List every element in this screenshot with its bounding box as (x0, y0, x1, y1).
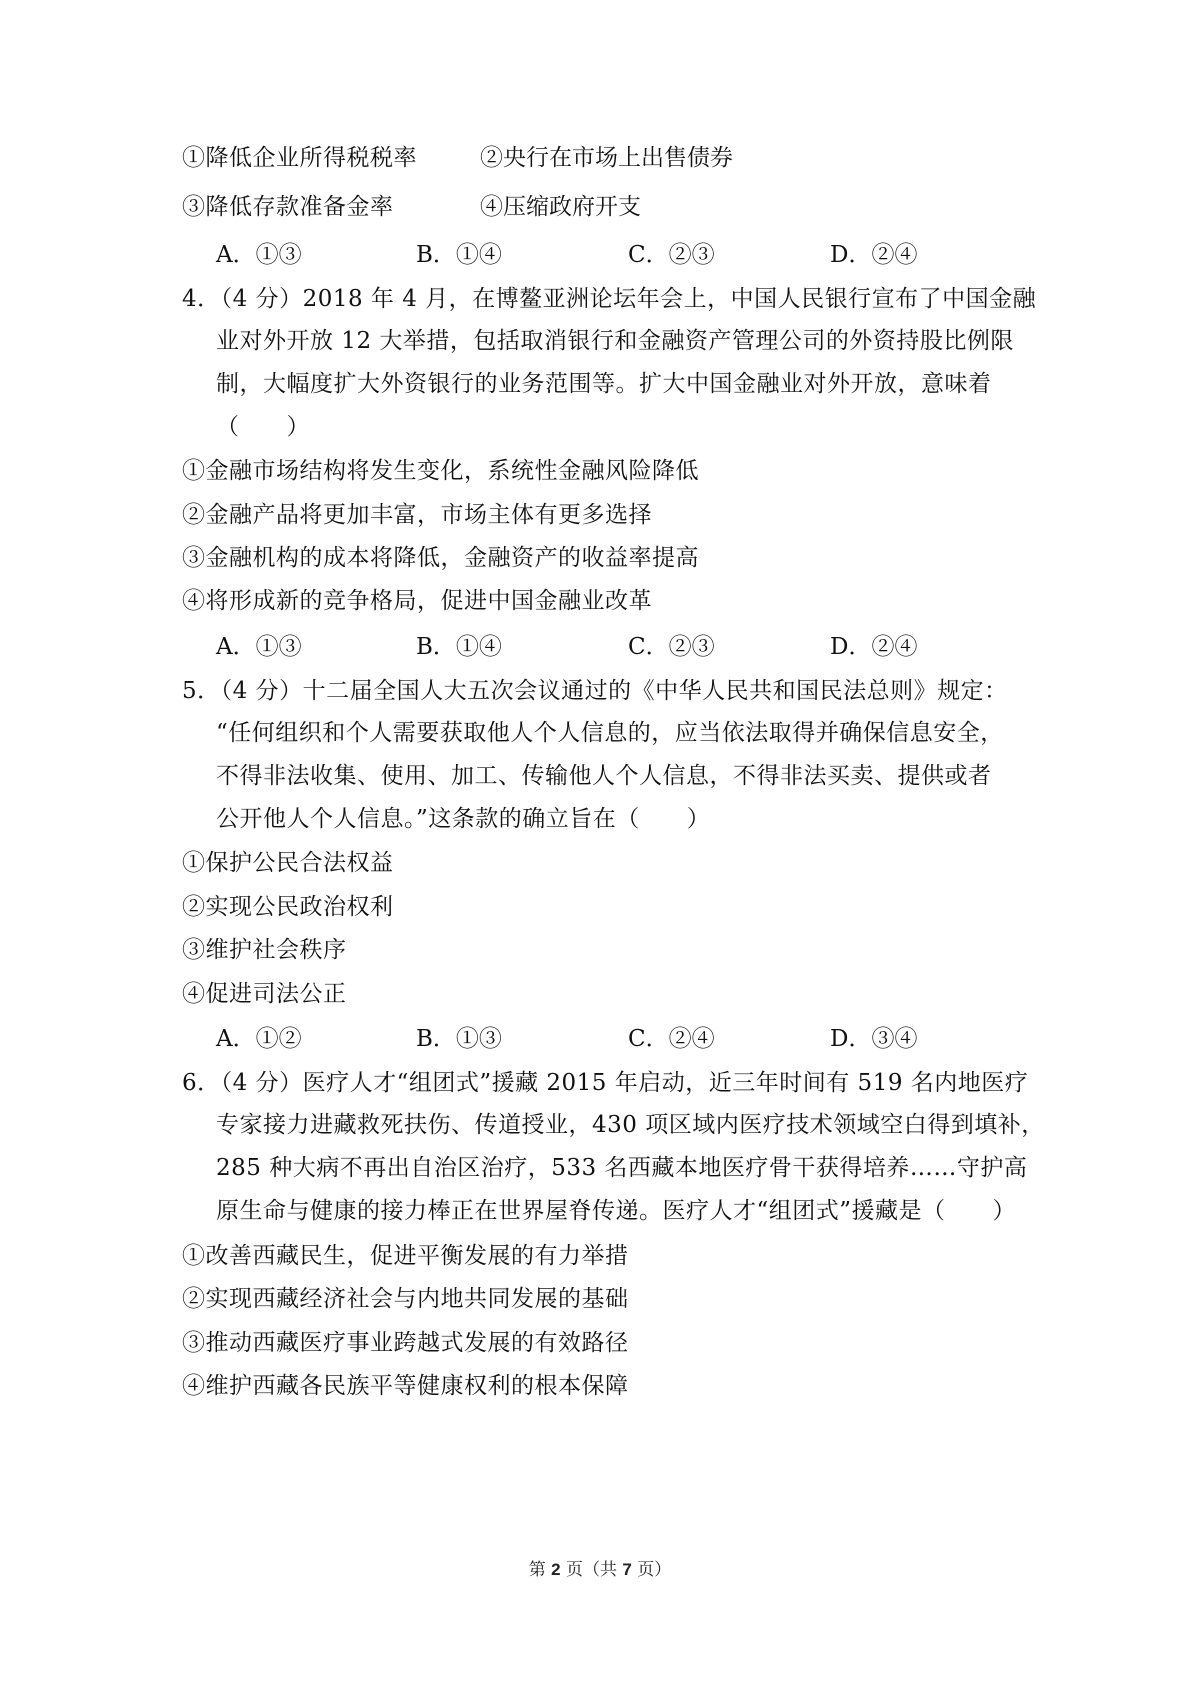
q5-item-3: ③维护社会秩序 (182, 937, 347, 963)
footer-page-number: 2 (551, 1560, 561, 1579)
q5-choice-a[interactable]: A．①② (216, 1026, 302, 1052)
page-footer (0, 1558, 1200, 1582)
q3-option-1: ①降低企业所得税税率 (182, 145, 417, 171)
q6-stem-line-4: 原生命与健康的接力棒正在世界屋脊传递。医疗人才“组团式”援藏是（ ） (216, 1198, 1017, 1224)
q4-stem-line-3: 制，大幅度扩大外资银行的业务范围等。扩大中国金融业对外开放，意味着 (216, 371, 992, 397)
q4-answer-blank: （ ） (216, 414, 310, 440)
q4-item-4: ④将形成新的竞争格局，促进中国金融业改革 (182, 588, 652, 614)
q6-stem-line-3: 285 种大病不再出自治区治疗，533 名西藏本地医疗骨干获得培养……守护高 (216, 1155, 1028, 1181)
q5-choice-c[interactable]: C．②④ (628, 1026, 715, 1052)
q6-item-4: ④维护西藏各民族平等健康权利的根本保障 (182, 1373, 629, 1399)
q5-item-1: ①保护公民合法权益 (182, 850, 394, 876)
q4-choice-c[interactable]: C．②③ (628, 634, 715, 660)
q4-choice-a[interactable]: A．①③ (216, 634, 302, 660)
q6-item-2: ②实现西藏经济社会与内地共同发展的基础 (182, 1286, 629, 1312)
q3-option-3: ③降低存款准备金率 (182, 194, 394, 220)
q6-item-1: ①改善西藏民生，促进平衡发展的有力举措 (182, 1243, 629, 1269)
q3-choice-b[interactable]: B．①④ (416, 242, 502, 268)
q4-stem-line-1: 4．（4 分）2018 年 4 月，在博鳌亚洲论坛年会上，中国人民银行宣布了中国金融 (182, 286, 1037, 312)
q3-option-4: ④压缩政府开支 (480, 194, 641, 220)
q5-choice-b[interactable]: B．①③ (416, 1026, 502, 1052)
q4-choice-d[interactable]: D．②④ (830, 634, 918, 660)
footer-total-pages: 7 (622, 1560, 632, 1579)
q5-item-2: ②实现公民政治权利 (182, 894, 394, 920)
q5-item-4: ④促进司法公正 (182, 981, 347, 1007)
q5-stem-line-1: 5．（4 分）十二届全国人大五次会议通过的《中华人民共和国民法总则》规定： (182, 678, 1008, 704)
q3-option-2: ②央行在市场上出售债券 (480, 145, 733, 171)
q5-stem-line-4: 公开他人个人信息。”这条款的确立旨在（ ） (216, 806, 711, 832)
footer-middle: 页（共 (566, 1560, 617, 1580)
q6-stem-line-2: 专家接力进藏救死扶伤、传道授业，430 项区域内医疗技术领域空白得到填补， (216, 1112, 1045, 1138)
q3-choice-c[interactable]: C．②③ (628, 242, 715, 268)
q3-choice-d[interactable]: D．②④ (830, 242, 918, 268)
q4-item-2: ②金融产品将更加丰富，市场主体有更多选择 (182, 502, 652, 528)
q4-item-3: ③金融机构的成本将降低，金融资产的收益率提高 (182, 545, 699, 571)
q4-stem-line-2: 业对外开放 12 大举措，包括取消银行和金融资产管理公司的外资持股比例限 (216, 328, 1014, 354)
q5-choice-d[interactable]: D．③④ (830, 1026, 918, 1052)
q3-choice-a[interactable]: A．①③ (216, 242, 302, 268)
q5-stem-line-3: 不得非法收集、使用、加工、传输他人个人信息，不得非法买卖、提供或者 (216, 763, 992, 789)
footer-prefix: 第 (528, 1560, 546, 1580)
q6-stem-line-1: 6．（4 分）医疗人才“组团式”援藏 2015 年启动，近三年时间有 519 名内地医疗 (182, 1070, 1029, 1096)
q4-choice-b[interactable]: B．①④ (416, 634, 502, 660)
q4-item-1: ①金融市场结构将发生变化，系统性金融风险降低 (182, 458, 699, 484)
footer-suffix: 页） (637, 1560, 672, 1580)
q5-stem-line-2: “任何组织和个人需要获取他人个人信息的，应当依法取得并确保信息安全， (216, 720, 1004, 746)
q6-item-3: ③推动西藏医疗事业跨越式发展的有效路径 (182, 1330, 629, 1356)
